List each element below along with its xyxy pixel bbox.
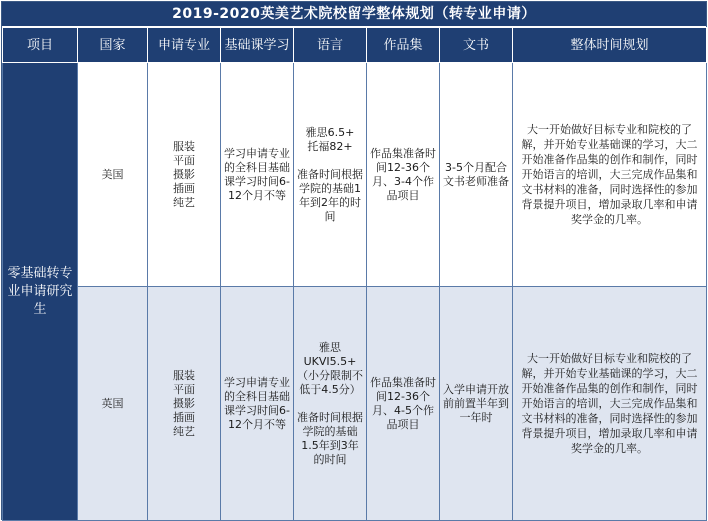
essay-cell: 入学申请开放前前置半年到一年时: [440, 287, 513, 521]
header-foundation: 基础课学习: [221, 28, 294, 63]
header-major: 申请专业: [148, 28, 221, 63]
language-cell: 雅思 UKVI5.5+ （小分限制不低于4.5分） 准备时间根据学院的基础1.5年到3年的时间: [294, 287, 367, 521]
header-row: [3, 28, 707, 63]
essay-cell: 3-5个月配合文书老师准备: [440, 63, 513, 287]
major-cell: 服装 平面 摄影 插画 纯艺: [148, 287, 221, 521]
table-title: 2019-2020英美艺术院校留学整体规划（转专业申请）: [2, 2, 706, 27]
foundation-cell: 学习申请专业的全科目基础课学习时间6-12个月不等: [221, 287, 294, 521]
portfolio-cell: 作品集准备时间12-36个月、3-4个作品项目: [367, 63, 440, 287]
project-cell: 零基础转专业申请研究生: [3, 63, 78, 521]
planning-table: [2, 27, 707, 521]
header-plan: 整体时间规划: [513, 28, 707, 63]
major-cell: 服装 平面 摄影 插画 纯艺: [148, 63, 221, 287]
plan-cell: 大一开始做好目标专业和院校的了解，并开始专业基础课的学习，大二开始准备作品集的创作和制作，同时开始语言的培训，大三完成作品集和文书材料的准备，同时选择性的参加背景提升项目，增加录取几率和申请奖学金的几率。: [513, 287, 707, 521]
header-country: 国家: [78, 28, 148, 63]
table-row: [3, 287, 707, 521]
header-language: 语言: [294, 28, 367, 63]
language-cell: 雅思6.5+ 托福82+ 准备时间根据学院的基础1年到2年的时间: [294, 63, 367, 287]
header-portfolio: 作品集: [367, 28, 440, 63]
planning-table-sheet: [1, 1, 707, 520]
header-essay: 文书: [440, 28, 513, 63]
foundation-cell: 学习申请专业的全科目基础课学习时间6-12个月不等: [221, 63, 294, 287]
table-row: [3, 63, 707, 287]
plan-cell: 大一开始做好目标专业和院校的了解，并开始专业基础课的学习，大二开始准备作品集的创作和制作，同时开始语言的培训，大三完成作品集和文书材料的准备，同时选择性的参加背景提升项目，增加录取几率和申请奖学金的几率。: [513, 63, 707, 287]
country-cell: 英国: [78, 287, 148, 521]
country-cell: 美国: [78, 63, 148, 287]
header-project: 项目: [3, 28, 78, 63]
portfolio-cell: 作品集准备时间12-36个月、4-5个作品项目: [367, 287, 440, 521]
